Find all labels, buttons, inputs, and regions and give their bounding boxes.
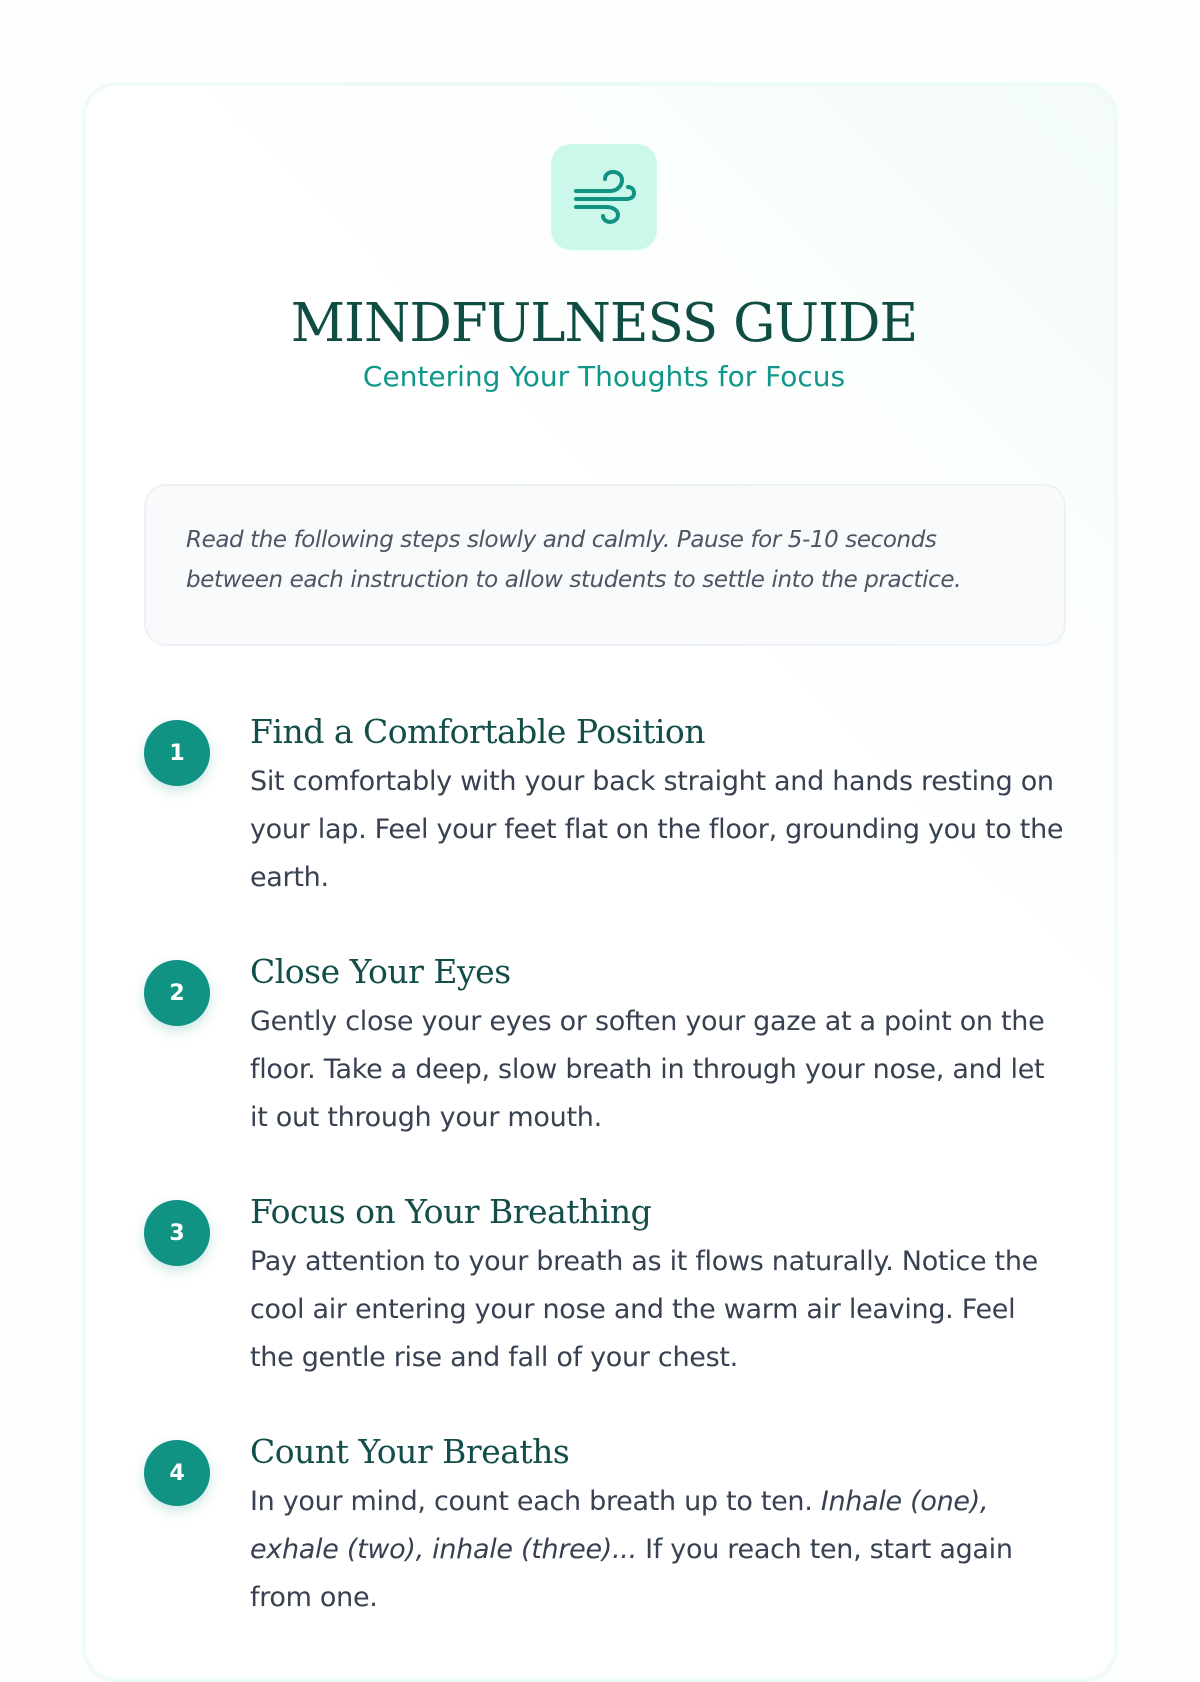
step-item: [144, 1186, 1066, 1396]
step-content: [250, 1186, 1066, 1382]
step-description-start: In your mind, count each breath up to ten.: [250, 1486, 821, 1517]
step-title: Close Your Eyes: [250, 952, 511, 991]
step-number-badge: 3: [144, 1200, 210, 1266]
page-subtitle: Centering Your Thoughts for Focus: [362, 360, 846, 393]
step-description-emphasis: Inhale (one), exhale (two), inhale (three)...: [250, 1486, 989, 1565]
step-description: Pay attention to your breath as it flows naturally. Notice the cool air entering your nose and the warm air leaving. Feel the gentle rise and fall of your chest.: [250, 1246, 1038, 1373]
step-title: Find a Comfortable Position: [250, 712, 706, 751]
instruction-text: Read the following steps slowly and calmly. Pause for 5-10 seconds between each instruction to allow students to settle into the practice.: [186, 527, 962, 593]
step-item: [144, 706, 1066, 916]
step-item: [144, 1426, 1066, 1636]
step-content: [250, 706, 1066, 902]
step-description: Sit comfortably with your back straight and hands resting on your lap. Feel your feet flat on the floor, grounding you to the earth.: [250, 766, 1064, 893]
step-description: [250, 1478, 1066, 1622]
guide-card: [82, 82, 1118, 1682]
step-description: Gently close your eyes or soften your gaze at a point on the floor. Take a deep, slow breath in through your nose, and let it out through your mouth.: [250, 1006, 1045, 1133]
step-content: [250, 946, 1066, 1142]
step-number-badge: 2: [144, 960, 210, 1026]
step-number-badge: 4: [144, 1440, 210, 1506]
step-item: [144, 946, 1066, 1156]
step-description-end: If you reach ten, start again from one.: [250, 1534, 1013, 1613]
instruction-note: [144, 484, 1066, 646]
steps-list: [144, 706, 1066, 1666]
step-title: Count Your Breaths: [250, 1432, 570, 1471]
logo-badge: [551, 144, 657, 250]
step-number-badge: 1: [144, 720, 210, 786]
step-content: [250, 1426, 1066, 1622]
page-title: MINDFULNESS GUIDE: [290, 293, 918, 354]
wind-icon: [572, 169, 636, 225]
step-title: Focus on Your Breathing: [250, 1192, 652, 1231]
